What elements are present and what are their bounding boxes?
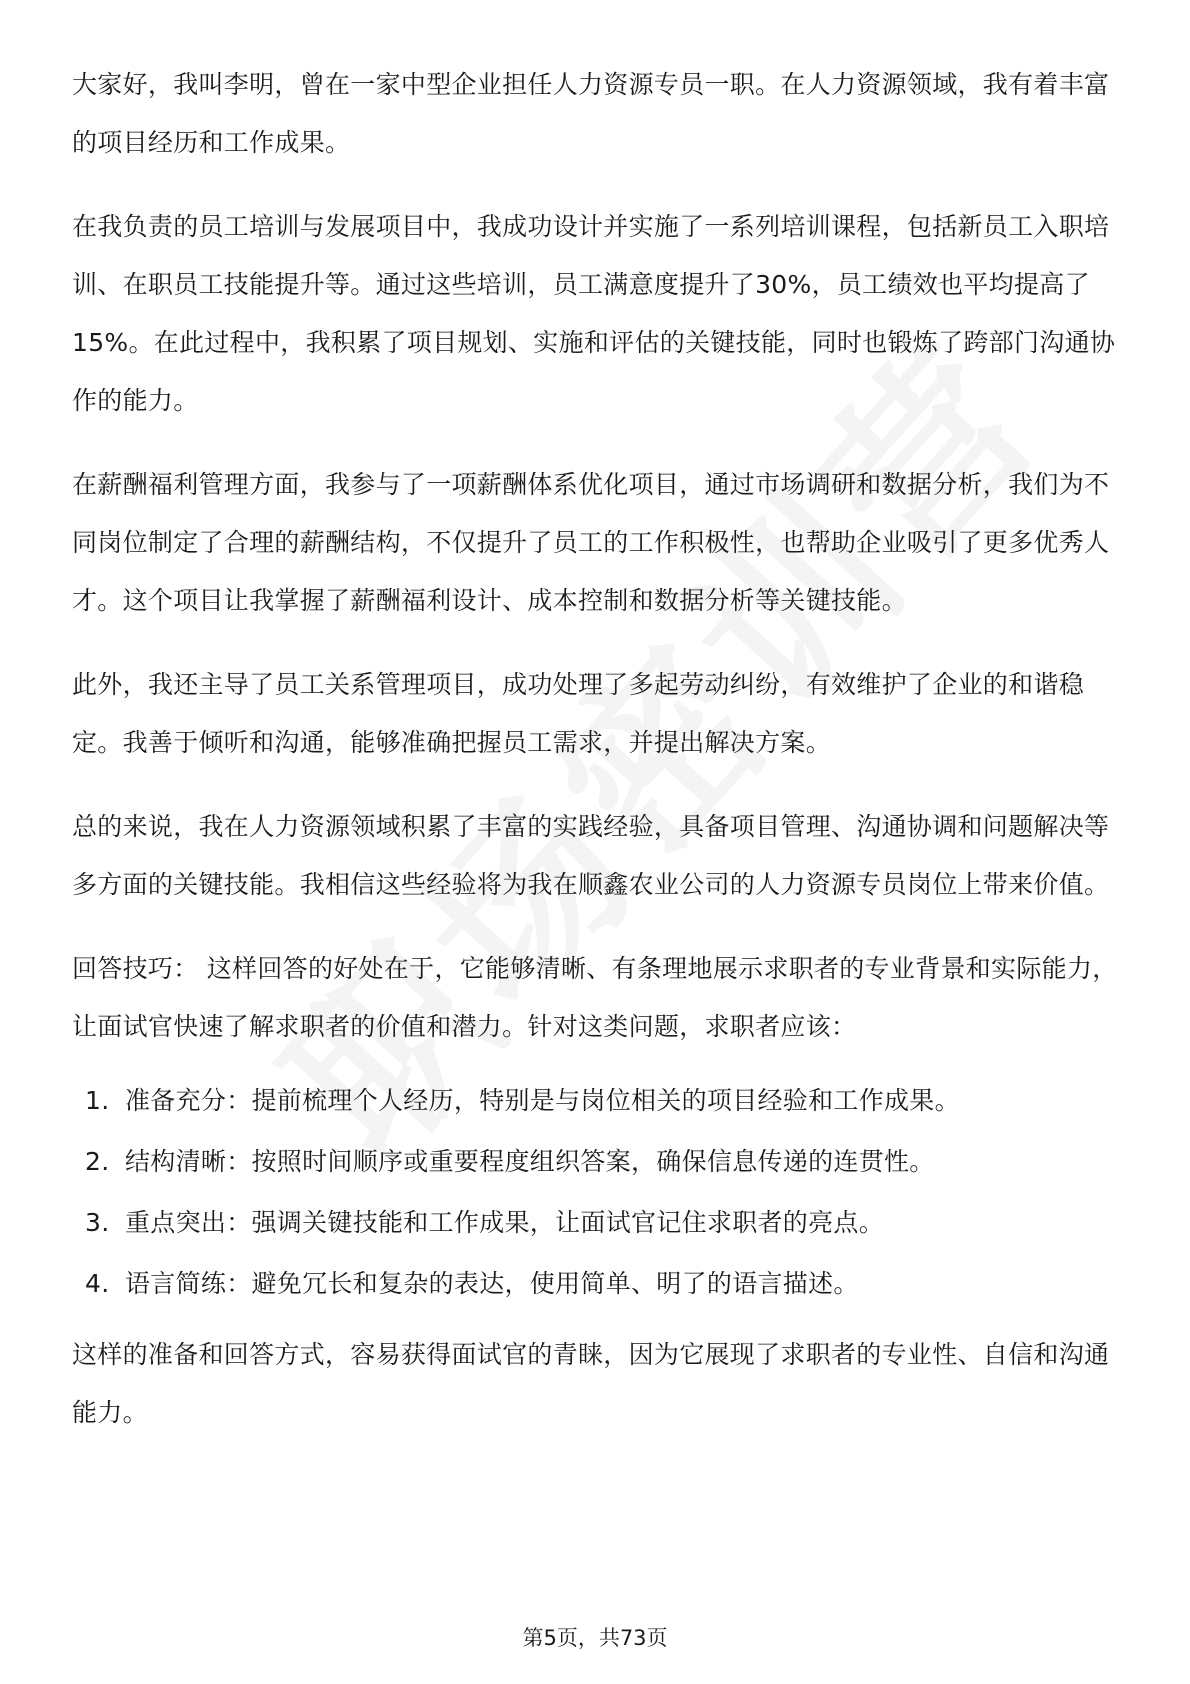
list-item-text: 准备充分：提前梳理个人经历，特别是与岗位相关的项目经验和工作成果。 — [125, 1086, 960, 1115]
list-item-number: 2. — [85, 1147, 110, 1176]
list-item — [72, 1204, 1122, 1241]
paragraph-compensation-project: 在薪酬福利管理方面，我参与了一项薪酬体系优化项目，通过市场调研和数据分析，我们为不同岗位制定了合理的薪酬结构，不仅提升了员工的工作积极性，也帮助企业吸引了更多优秀人才。这个项目让我掌握了薪酬福利设计、成本控制和数据分析等关键技能。 — [72, 470, 1110, 615]
paragraph-employee-relations: 此外，我还主导了员工关系管理项目，成功处理了多起劳动纠纷，有效维护了企业的和谐稳定。我善于倾听和沟通，能够准确把握员工需求，并提出解决方案。 — [72, 670, 1085, 757]
list-item-text: 语言简练：避免冗长和复杂的表达，使用简单、明了的语言描述。 — [125, 1269, 859, 1298]
list-item — [72, 1143, 1122, 1180]
paragraph-training-project: 在我负责的员工培训与发展项目中，我成功设计并实施了一系列培训课程，包括新员工入职培训、在职员工技能提升等。通过这些培训，员工满意度提升了30%，员工绩效也平均提高了15%。在此过程中，我积累了项目规划、实施和评估的关键技能，同时也锻炼了跨部门沟通协作的能力。 — [72, 212, 1116, 415]
list-item-number: 4. — [85, 1269, 110, 1298]
paragraph-intro: 大家好，我叫李明，曾在一家中型企业担任人力资源专员一职。在人力资源领域，我有着丰富的项目经历和工作成果。 — [72, 70, 1110, 157]
document-body — [72, 56, 1122, 1468]
list-item — [72, 1265, 1122, 1302]
list-item-number: 1. — [85, 1086, 110, 1115]
paragraph-closing: 这样的准备和回答方式，容易获得面试官的青睐，因为它展现了求职者的专业性、自信和沟通能力。 — [72, 1340, 1110, 1427]
list-item-text: 结构清晰：按照时间顺序或重要程度组织答案，确保信息传递的连贯性。 — [125, 1147, 935, 1176]
tips-list — [72, 1082, 1122, 1302]
list-item-number: 3. — [85, 1208, 110, 1237]
list-item — [72, 1082, 1122, 1119]
paragraph-summary: 总的来说，我在人力资源领域积累了丰富的实践经验，具备项目管理、沟通协调和问题解决等多方面的关键技能。我相信这些经验将为我在顺鑫农业公司的人力资源专员岗位上带来价值。 — [72, 812, 1110, 899]
page-number-footer: 第5页，共73页 — [522, 1626, 668, 1650]
paragraph-answer-tips: 回答技巧： 这样回答的好处在于，它能够清晰、有条理地展示求职者的专业背景和实际能力，让面试官快速了解求职者的价值和潜力。针对这类问题，求职者应该： — [72, 954, 1118, 1041]
list-item-text: 重点突出：强调关键技能和工作成果，让面试官记住求职者的亮点。 — [125, 1208, 885, 1237]
